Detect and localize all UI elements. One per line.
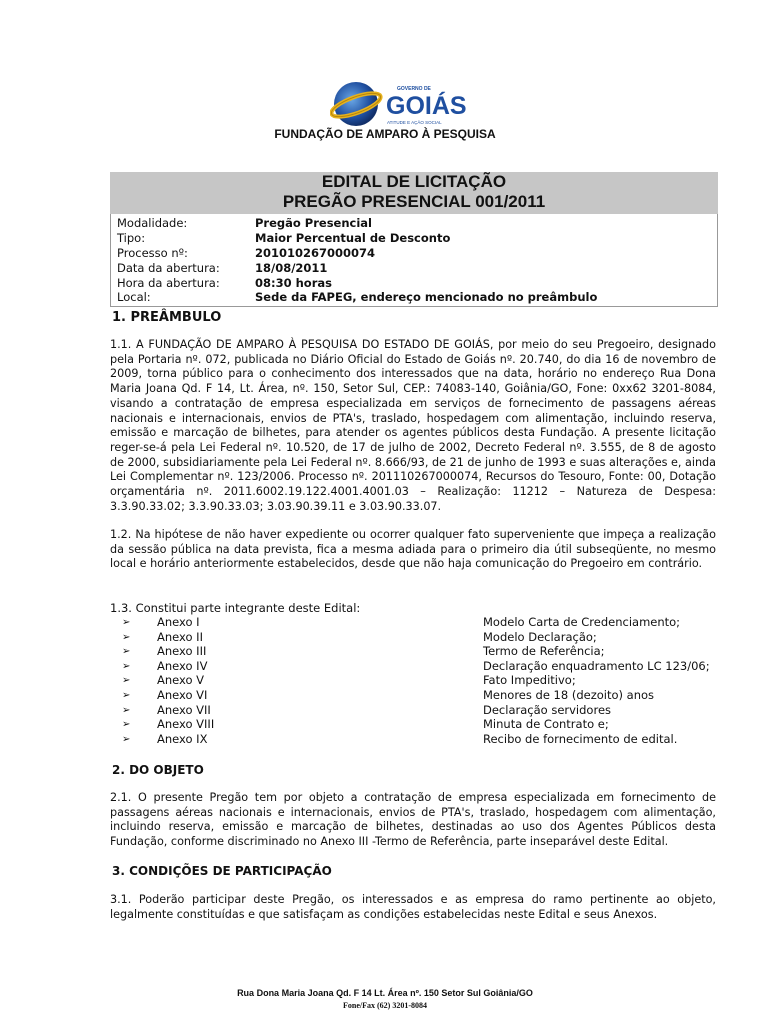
- document-title: EDITAL DE LICITAÇÃO: [321, 172, 507, 191]
- annex-description: Recibo de fornecimento de edital.: [483, 732, 678, 746]
- annex-description: Declaração enquadramento LC 123/06;: [483, 659, 710, 673]
- annex-row: [110, 630, 716, 645]
- bid-info-table: [110, 214, 718, 307]
- section-heading-preambulo: 1. PREÂMBULO: [112, 310, 222, 325]
- info-label: Local:: [117, 290, 151, 304]
- info-value: Maior Percentual de Desconto: [255, 231, 451, 245]
- title-band: [110, 172, 718, 214]
- paragraph-1-3: 1.3. Constitui parte integrante deste Edital:: [110, 601, 361, 615]
- annex-row: [110, 615, 716, 630]
- info-label: Hora da abertura:: [117, 276, 220, 290]
- foundation-name: FUNDAÇÃO DE AMPARO À PESQUISA: [274, 127, 496, 141]
- arrow-bullet-icon: ➢: [122, 675, 131, 686]
- section-heading-objeto: 2. DO OBJETO: [112, 763, 204, 777]
- footer-phone: Fone/Fax (62) 3201-8084: [343, 1001, 427, 1010]
- info-value: 18/08/2011: [255, 261, 328, 275]
- info-label: Data da abertura:: [117, 261, 220, 275]
- annex-description: Minuta de Contrato e;: [483, 717, 609, 731]
- annex-name: Anexo VI: [157, 688, 208, 702]
- annex-name: Anexo IV: [157, 659, 208, 673]
- logo-small-top: GOVERNO DE: [397, 86, 431, 92]
- info-value: 08:30 horas: [255, 276, 332, 290]
- annex-row: [110, 703, 716, 718]
- paragraph-3-1: 3.1. Poderão participar deste Pregão, os interessados e as empresa do ramo pertinente ao objeto, legalmente constituídas e que satisfaçam as condições estabelecidas neste Edital e seus Anexos.: [110, 893, 716, 921]
- goias-government-logo: [330, 78, 490, 128]
- annex-row: [110, 644, 716, 659]
- annex-description: Modelo Carta de Credenciamento;: [483, 615, 681, 629]
- arrow-bullet-icon: ➢: [122, 719, 131, 730]
- annex-name: Anexo III: [157, 644, 207, 658]
- annex-name: Anexo VIII: [157, 717, 215, 731]
- annex-row: [110, 673, 716, 688]
- arrow-bullet-icon: ➢: [122, 632, 131, 643]
- annex-name: Anexo II: [157, 630, 203, 644]
- annex-name: Anexo IX: [157, 732, 208, 746]
- document-subtitle: PREGÃO PRESENCIAL 001/2011: [282, 192, 546, 211]
- info-value: Sede da FAPEG, endereço mencionado no preâmbulo: [255, 290, 598, 304]
- annex-name: Anexo VII: [157, 703, 211, 717]
- annex-name: Anexo I: [157, 615, 200, 629]
- annex-description: Declaração servidores: [483, 703, 612, 717]
- arrow-bullet-icon: ➢: [122, 734, 131, 745]
- annex-row: [110, 688, 716, 703]
- annex-description: Modelo Declaração;: [483, 630, 597, 644]
- annex-description: Menores de 18 (dezoito) anos: [483, 688, 655, 702]
- annex-name: Anexo V: [157, 673, 205, 687]
- paragraph-2-1: 2.1. O presente Pregão tem por objeto a contratação de empresa especializada em fornecimento de passagens aéreas nacionais e internacionais, envios de PTA's, traslado, hospedagem com alimentação, incluindo reserva, emissão e marcação de bilhetes, destinadas ao uso dos Agentes Públicos desta Fundação, conforme discriminado no Anexo III -Termo de Referência, parte inseparável deste Edital.: [110, 791, 716, 849]
- paragraph-1-2: 1.2. Na hipótese de não haver expediente ou ocorrer qualquer fato superveniente que impeça a realização da sessão pública na data prevista, fica a mesma adiada para o primeiro dia útil subseqüente, no mesmo local e horário anteriormente estabelecidos, desde que não haja comunicação do Pregoeiro em contrário.: [110, 528, 716, 571]
- paragraph-1-1: 1.1. A FUNDAÇÃO DE AMPARO À PESQUISA DO ESTADO DE GOIÁS, por meio do seu Pregoeiro, designado pela Portaria nº. 072, publicada no Diário Oficial do Estado de Goiás nº. 20.740, do dia 16 de novembro de 2009, torna público para o conhecimento dos interessados que na data, horário no endereço Rua Dona Maria Joana Qd. F 14, Lt. Área, nº. 150, Setor Sul, CEP.: 74083-140, Goiânia/GO, Fone: 0xx62 3201-8084, visando a contratação de empresa especializada em serviços de fornecimento de passagens aéreas nacionais e internacionais, envios de PTA's, traslado, hospedagem com alimentação, incluindo reserva, emissão e marcação de bilhetes, para atender os agentes públicos desta Fundação. A presente licitação reger-se-á pela Lei Federal nº. 10.520, de 17 de julho de 2002, Decreto Federal nº. 3.555, de 8 de agosto de 2000, subsidiariamente pela Lei Federal nº. 8.666/93, de 21 de junho de 1993 e suas alterações e, ainda Lei Complementar nº. 123/2006. Processo nº. 201110267000074, Recursos do Tesouro, Fonte: 00, Dotação orçamentária nº. 2011.6002.19.122.4001.4001.03 – Realização: 11212 – Natureza de Despesa: 3.3.90.33.02; 3.3.90.33.03; 3.03.90.39.11 e 3.03.90.33.07.: [110, 338, 716, 513]
- info-value: 201010267000074: [255, 246, 376, 260]
- arrow-bullet-icon: ➢: [122, 661, 131, 672]
- info-label: Processo nº:: [117, 246, 188, 260]
- annex-row: [110, 732, 716, 747]
- info-value: Pregão Presencial: [255, 216, 372, 230]
- globe-icon: [330, 78, 490, 128]
- footer-address: Rua Dona Maria Joana Qd. F 14 Lt. Área nº. 150 Setor Sul Goiânia/GO: [237, 988, 533, 998]
- annex-row: [110, 659, 716, 674]
- arrow-bullet-icon: ➢: [122, 690, 131, 701]
- annex-description: Termo de Referência;: [483, 644, 605, 658]
- arrow-bullet-icon: ➢: [122, 617, 131, 628]
- arrow-bullet-icon: ➢: [122, 646, 131, 657]
- annex-description: Fato Impeditivo;: [483, 673, 576, 687]
- info-label: Tipo:: [117, 231, 146, 245]
- logo-text: GOIÁS: [386, 92, 467, 120]
- section-heading-condicoes: 3. CONDIÇÕES DE PARTICIPAÇÃO: [112, 864, 332, 878]
- annex-row: [110, 717, 716, 732]
- logo-small-bottom: ATITUDE E AÇÃO SOCIAL: [387, 120, 442, 125]
- info-label: Modalidade:: [117, 216, 188, 230]
- arrow-bullet-icon: ➢: [122, 705, 131, 716]
